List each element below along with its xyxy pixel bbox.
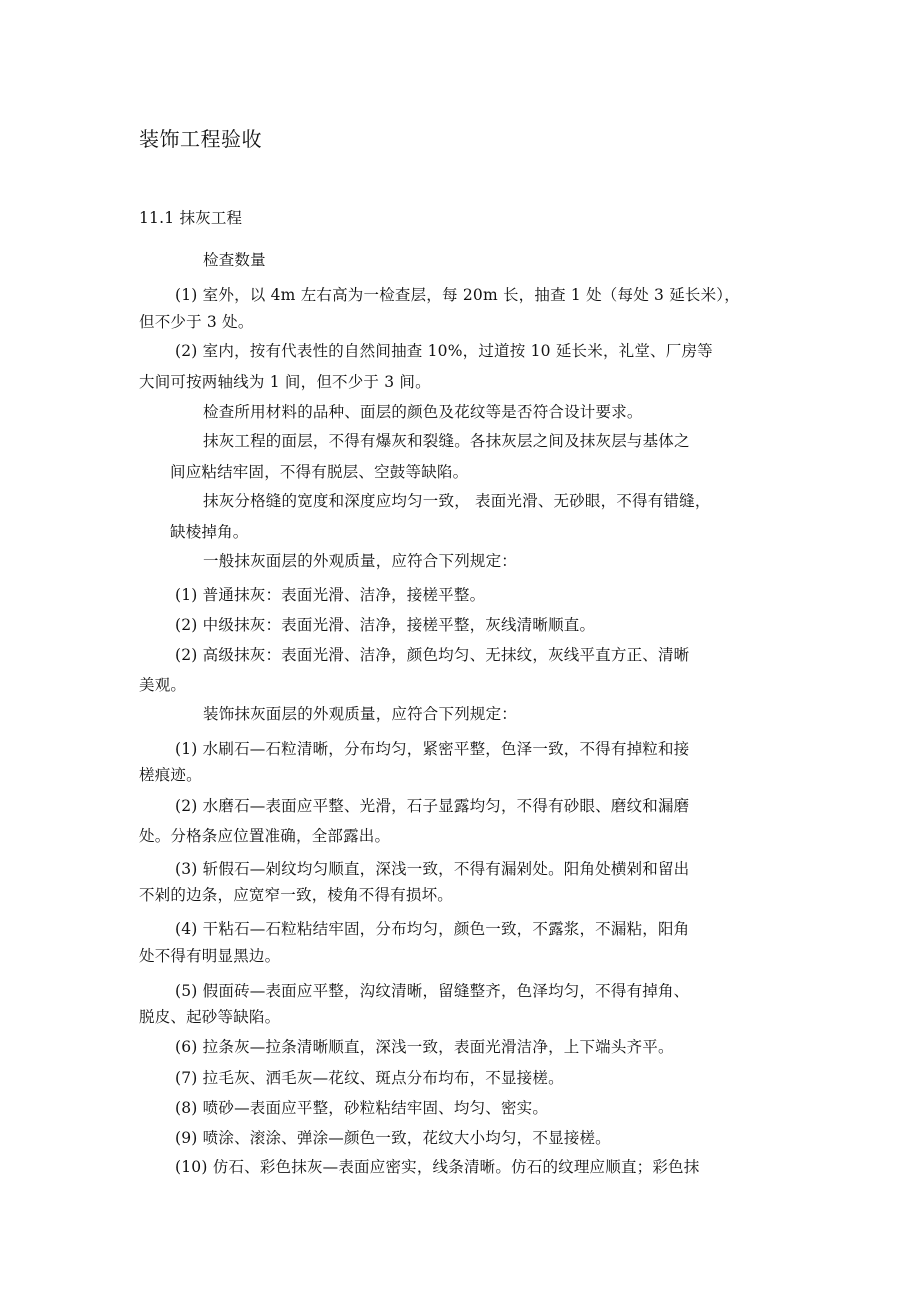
document-title: 装饰工程验收 <box>139 127 262 151</box>
text-line: 抹灰分格缝的宽度和深度应均匀一致， 表面光滑、无砂眼，不得有错缝， <box>203 492 711 510</box>
text-line: (10) 仿石、彩色抹灰—表面应密实，线条清晰。仿石的纹理应顺直；彩色抹 <box>175 1158 700 1176</box>
text-line: 检查所用材料的品种、面层的颜色及花纹等是否符合设计要求。 <box>203 403 643 421</box>
text-line: (2) 水磨石—表面应平整、光滑，石子显露均匀，不得有砂眼、磨纹和漏磨 <box>175 797 690 815</box>
text-line: 装饰抹灰面层的外观质量，应符合下列规定： <box>203 705 518 723</box>
text-line: (2) 室内，按有代表性的自然间抽查 10%，过道按 10 延长米，礼堂、厂房等 <box>175 342 713 360</box>
text-line: (2) 高级抹灰：表面光滑、洁净，颜色均匀、无抹纹，灰线平直方正、清晰 <box>175 646 690 664</box>
text-line: 一般抹灰面层的外观质量，应符合下列规定： <box>203 552 518 570</box>
text-line: 不剁的边条，应宽窄一致，棱角不得有损坏。 <box>139 886 454 904</box>
text-line: (1) 普通抹灰：表面光滑、洁净，接槎平整。 <box>175 586 486 604</box>
text-line: (3) 斩假石—剁纹均匀顺直，深浅一致，不得有漏剁处。阳角处横剁和留出 <box>175 860 690 878</box>
text-line: (8) 喷砂—表面应平整，砂粒粘结牢固、均匀、密实。 <box>175 1099 549 1117</box>
text-line: (4) 干粘石—石粒粘结牢固，分布均匀，颜色一致，不露浆，不漏粘，阳角 <box>175 920 690 938</box>
text-line: (5) 假面砖—表面应平整，沟纹清晰，留缝整齐，色泽均匀，不得有掉角、 <box>175 982 690 1000</box>
text-line: 大间可按两轴线为 1 间，但不少于 3 间。 <box>139 373 431 391</box>
text-line: (7) 拉毛灰、洒毛灰—花纹、斑点分布均布，不显接槎。 <box>175 1069 564 1087</box>
section-heading: 11.1 抹灰工程 <box>139 209 243 227</box>
text-line: (2) 中级抹灰：表面光滑、洁净，接槎平整，灰线清晰顺直。 <box>175 616 596 634</box>
text-line: (9) 喷涂、滚涂、弹涂—颜色一致，花纹大小均匀，不显接槎。 <box>175 1129 611 1147</box>
text-line: (6) 拉条灰—拉条清晰顺直，深浅一致，表面光滑洁净，上下端头齐平。 <box>175 1038 674 1056</box>
text-line: 脱皮、起砂等缺陷。 <box>139 1008 281 1026</box>
text-line: 处。分格条应位置准确，全部露出。 <box>139 827 391 845</box>
text-line: 检查数量 <box>203 251 266 269</box>
text-line: 美观。 <box>139 676 187 694</box>
text-line: 缺棱掉角。 <box>170 523 249 541</box>
text-line: (1) 水刷石—石粒清晰，分布均匀，紧密平整，色泽一致，不得有掉粒和接 <box>175 740 690 758</box>
text-line: 间应粘结牢固，不得有脱层、空鼓等缺陷。 <box>170 463 469 481</box>
text-line: 处不得有明显黑边。 <box>139 947 281 965</box>
text-line: 槎痕迹。 <box>139 766 202 784</box>
text-line: (1) 室外，以 4m 左右高为一检查层，每 20m 长，抽查 1 处（每处 3 延长米）， <box>175 286 740 304</box>
text-line: 抹灰工程的面层，不得有爆灰和裂缝。各抹灰层之间及抹灰层与基体之 <box>203 432 690 450</box>
text-line: 但不少于 3 处。 <box>139 313 254 331</box>
